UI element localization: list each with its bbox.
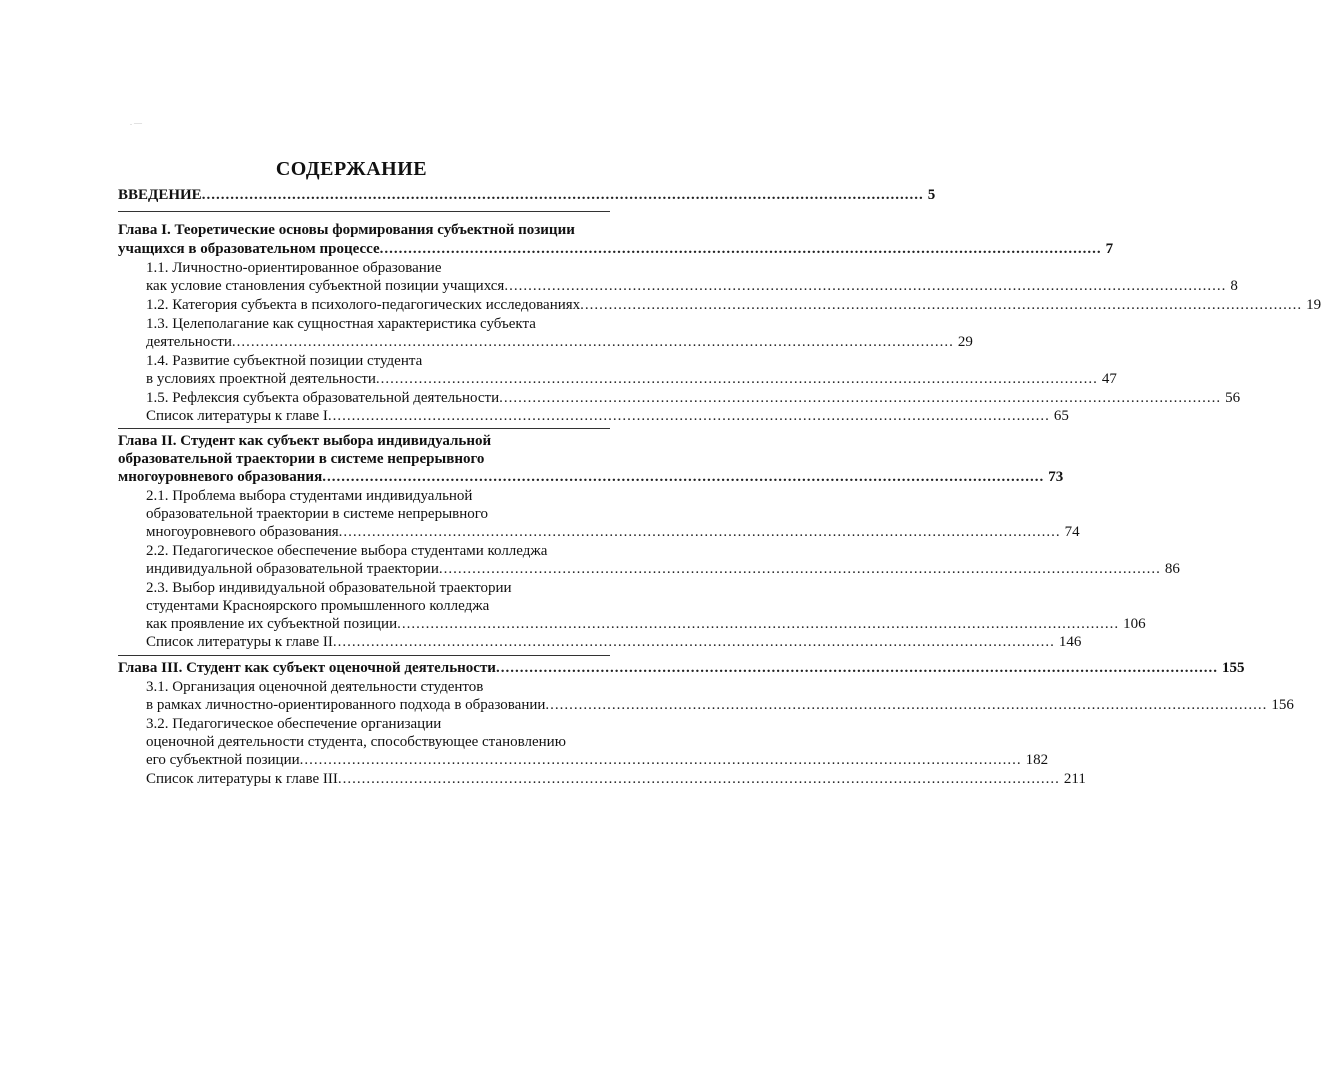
toc-section-2-1-line2: образовательной траектории в системе непрерывного: [146, 506, 489, 522]
toc-page-number: 86: [1164, 561, 1180, 577]
toc-leader-dots: ........................................................................................................................................................: [545, 697, 1268, 713]
toc-page-number: 29: [957, 334, 973, 350]
toc-page-number: 182: [1025, 752, 1049, 768]
toc-section-1-4-line2: в условиях проектной деятельности ........................................................................................................................................................ 47: [146, 371, 1117, 387]
toc-section-2-2-line2: индивидуальной образовательной траектории ........................................................................................................................................................ 86: [146, 561, 1180, 577]
toc-section-2-3-line2: студентами Красноярского промышленного колледжа: [146, 598, 490, 614]
toc-leader-dots: ........................................................................................................................................................: [375, 371, 1098, 387]
toc-leader-dots: ........................................................................................................................................................: [332, 634, 1055, 650]
toc-chapter-2-line1: Глава II. Студент как субъект выбора индивидуальной: [118, 433, 492, 449]
toc-page-number: 156: [1271, 697, 1294, 713]
toc-section-2-2-line1: 2.2. Педагогическое обеспечение выбора студентами колледжа: [146, 543, 548, 559]
toc-leader-dots: ........................................................................................................................................................: [322, 469, 1045, 485]
toc-leader-dots: ........................................................................................................................................................: [504, 278, 1227, 294]
toc-leader-dots: ........................................................................................................................................................: [338, 524, 1061, 540]
toc-leader-dots: ........................................................................................................................................................: [327, 408, 1050, 424]
toc-page-number: 19: [1306, 297, 1321, 313]
toc-leader-dots: ........................................................................................................................................................: [495, 660, 1218, 676]
toc-section-1-2: 1.2. Категория субъекта в психолого-педагогических исследованиях ........................................................................................................................................................ 19: [146, 297, 1321, 313]
toc-chapter-3: Глава III. Студент как субъект оценочной деятельности ........................................................................................................................................................ 155: [118, 660, 1245, 676]
toc-section-3-2-line2: оценочной деятельности студента, способствующее становлению: [146, 734, 566, 750]
toc-literature-3: Список литературы к главе III ........................................................................................................................................................ 211: [146, 771, 1086, 787]
divider-line: [118, 428, 610, 429]
toc-chapter-2-line3: многоуровневого образования ........................................................................................................................................................ 73: [118, 469, 1064, 485]
divider-line: [118, 211, 610, 212]
toc-page-number: 65: [1053, 408, 1069, 424]
toc-leader-dots: ........................................................................................................................................................: [337, 771, 1060, 787]
toc-literature-1: Список литературы к главе I ........................................................................................................................................................ 65: [146, 408, 1069, 424]
toc-section-3-1-line1: 3.1. Организация оценочной деятельности студентов: [146, 679, 484, 695]
toc-page-number: 73: [1048, 469, 1064, 485]
toc-leader-dots: ........................................................................................................................................................: [499, 390, 1222, 406]
toc-leader-dots: ........................................................................................................................................................: [580, 297, 1303, 313]
toc-chapter-1-line2: учащихся в образовательном процессе ........................................................................................................................................................ 7: [118, 241, 1114, 257]
page-title: СОДЕРЖАНИЕ: [275, 158, 428, 180]
toc-section-1-1-line1: 1.1. Личностно-ориентированное образование: [146, 260, 442, 276]
toc-section-1-3-line2: деятельности ........................................................................................................................................................ 29: [146, 334, 973, 350]
toc-page-number: 5: [927, 187, 936, 203]
toc-page-number: 7: [1105, 241, 1114, 257]
toc-leader-dots: ........................................................................................................................................................: [201, 187, 924, 203]
toc-chapter-2-line2: образовательной траектории в системе непрерывного: [118, 451, 485, 467]
divider-line: [118, 655, 610, 656]
toc-section-1-5: 1.5. Рефлексия субъекта образовательной деятельности ........................................................................................................................................................ 56: [146, 390, 1241, 406]
scan-speck: . —: [130, 118, 142, 127]
toc-leader-dots: ........................................................................................................................................................: [397, 616, 1120, 632]
toc-leader-dots: ........................................................................................................................................................: [438, 561, 1161, 577]
toc-entry-text: ВВЕДЕНИЕ: [118, 187, 202, 203]
toc-page-number: 47: [1101, 371, 1117, 387]
toc-chapter-1-line1: Глава I. Теоретические основы формирования субъектной позиции: [118, 222, 575, 238]
toc-page-number: 56: [1225, 390, 1241, 406]
toc-section-1-3-line1: 1.3. Целеполагание как сущностная характеристика субъекта: [146, 316, 536, 332]
toc-literature-2: Список литературы к главе II ........................................................................................................................................................ 146: [146, 634, 1082, 650]
toc-page-number: 211: [1063, 771, 1086, 787]
toc-leader-dots: ........................................................................................................................................................: [299, 752, 1022, 768]
toc-section-3-2-line3: его субъектной позиции ........................................................................................................................................................ 182: [146, 752, 1049, 768]
toc-section-1-4-line1: 1.4. Развитие субъектной позиции студента: [146, 353, 423, 369]
toc-page-number: 146: [1058, 634, 1082, 650]
toc-section-2-3-line3: как проявление их субъектной позиции ........................................................................................................................................................ 106: [146, 616, 1146, 632]
toc-section-2-1-line3: многоуровневого образования ........................................................................................................................................................ 74: [146, 524, 1080, 540]
toc-section-3-1-line2: в рамках личностно-ориентированного подхода в образовании ........................................................................................................................................................ 156: [146, 697, 1294, 713]
toc-section-2-1-line1: 2.1. Проблема выбора студентами индивидуальной: [146, 488, 473, 504]
toc-page-number: 8: [1230, 278, 1238, 294]
toc-page-number: 155: [1221, 660, 1245, 676]
toc-entry-intro: [118, 186, 936, 205]
toc-leader-dots: ........................................................................................................................................................: [231, 334, 954, 350]
toc-leader-dots: ........................................................................................................................................................: [379, 241, 1102, 257]
toc-section-2-3-line1: 2.3. Выбор индивидуальной образовательной траектории: [146, 580, 512, 596]
toc-section-1-1-line2: как условие становления субъектной позиции учащихся ........................................................................................................................................................ 8: [146, 278, 1238, 294]
toc-section-3-2-line1: 3.2. Педагогическое обеспечение организации: [146, 716, 442, 732]
toc-page-number: 106: [1123, 616, 1146, 632]
toc-page-number: 74: [1064, 524, 1080, 540]
